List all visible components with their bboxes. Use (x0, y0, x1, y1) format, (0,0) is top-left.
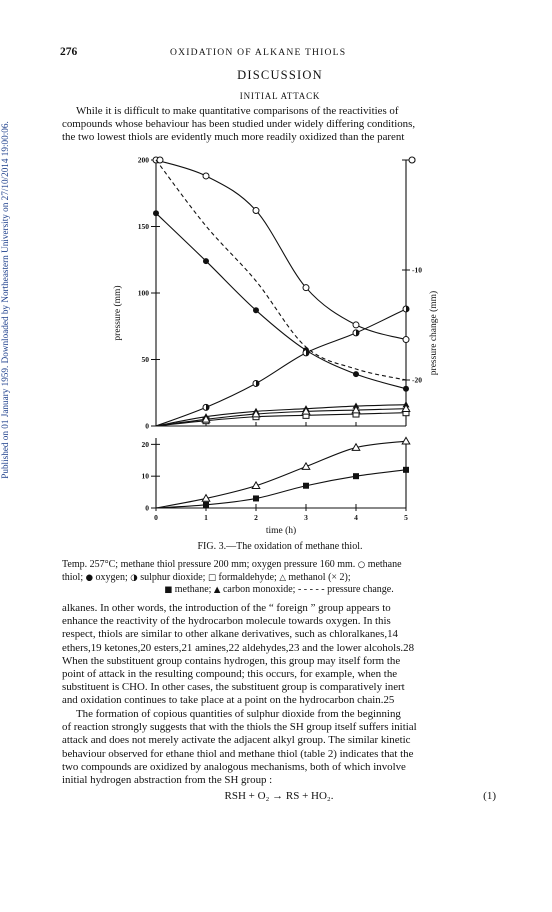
open-triangle-icon: △ (279, 572, 286, 583)
download-watermark: Published on 01 January 1959. Downloaded by Northeastern University on 27/10/2014 19:00:06. (0, 121, 10, 479)
y-tick-label: 0 (145, 503, 149, 513)
bottom-point-1-3 (303, 483, 309, 489)
running-title: OXIDATION OF ALKANE THIOLS (170, 47, 347, 58)
top-series-line-3 (156, 413, 406, 426)
text-line: respect, thiols are similar to other alkane derivatives, such as chloralkanes,14 (62, 628, 398, 641)
x-tick-label: 2 (254, 513, 258, 522)
equation-1 (62, 790, 496, 806)
y-tick-label: 150 (137, 222, 149, 231)
text-line: When the substituent group contains hydrogen, this group may itself form the (62, 654, 401, 667)
figure-legend (62, 559, 496, 597)
filled-square-icon: ■ (164, 585, 173, 595)
figure-3 (60, 148, 500, 538)
open-square-icon: □ (207, 572, 216, 583)
right-axis-zero-marker (409, 157, 415, 163)
y-tick-label: 0 (145, 421, 149, 431)
text-line: two compounds are oxidized by analogous mechanisms, both of which involve (62, 760, 406, 773)
bottom-series-line-1 (156, 470, 406, 508)
legend-line-3: ■ methane; ▲ carbon monoxide; - - - - - pressure change. (164, 584, 394, 595)
bottom-point-1-4 (353, 473, 359, 479)
text-line: While it is difficult to make quantitative comparisons of the reactivities of (76, 105, 399, 117)
top-point-1-0 (153, 210, 159, 216)
text-line: of reaction strongly suggests that with the thiols the SH group itself suffers initial (62, 721, 417, 734)
x-tick-label: 4 (354, 513, 358, 522)
subsection-heading: INITIAL ATTACK (239, 91, 321, 101)
y-tick-label: 50 (141, 355, 149, 364)
half-circle-icon: ◑ (130, 572, 138, 583)
top-point-1-4 (353, 371, 359, 377)
x-tick-label: 3 (304, 513, 308, 522)
y-axis-label: pressure (mm) (113, 285, 123, 341)
text-line: substituent is CHO. In other cases, the substituent group is comparatively inert (62, 681, 405, 694)
equation-formula: RSH + O₂ → RS + HO₂. (224, 790, 334, 802)
open-circle-icon: ○ (357, 560, 366, 570)
top-point-0-3 (303, 285, 309, 291)
body-paragraph-2 (62, 708, 496, 787)
x-tick-label: 0 (154, 513, 158, 522)
top-point-1-1 (203, 258, 209, 264)
y2-tick-label: -20 (412, 375, 422, 385)
top-point-0-5 (403, 337, 409, 343)
x-tick-label: 1 (204, 513, 208, 522)
y-tick-label: 20 (141, 439, 149, 449)
text-line: initial hydrogen abstraction from the SH group : (62, 774, 273, 787)
x-tick-label: 5 (404, 513, 408, 522)
top-point-0-2 (253, 208, 259, 214)
text-line: attack and does not merely activate the adjacent alkyl group. The similar kinetic (62, 734, 411, 747)
y2-axis-label: pressure change (mm) (429, 290, 439, 376)
top-series-line-5 (156, 409, 406, 426)
y2-tick-label: -10 (412, 265, 422, 275)
filled-triangle-icon: ▲ (213, 585, 221, 595)
origin-marker-thiol (157, 157, 163, 163)
x-axis-label: time (h) (265, 526, 297, 536)
text-line: and oxidation continues to take place at a point on the hydrocarbon chain.25 (62, 694, 395, 707)
legend-line-1: Temp. 257°C; methane thiol pressure 200 mm; oxygen pressure 160 mm. ○ methane (62, 559, 402, 570)
y-tick-label: 100 (137, 288, 149, 298)
oxidation-chart (60, 148, 500, 538)
top-series-line-6 (156, 160, 406, 380)
text-line: behaviour observed for ethane thiol and methane thiol (table 2) indicates that the (62, 747, 414, 760)
legend-line-2: thiol; ● oxygen; ◑ sulphur dioxide; □ formaldehyde; △ methanol (× 2); (62, 571, 351, 583)
text-line: the two lowest thiols are evidently much more readily oxidized than the parent (62, 131, 405, 144)
top-point-1-5 (403, 386, 409, 392)
top-series-line-2 (156, 309, 406, 426)
section-heading: DISCUSSION (237, 68, 323, 82)
page-header (60, 46, 500, 62)
top-point-1-2 (253, 307, 259, 313)
bottom-point-1-2 (253, 495, 259, 501)
bottom-point-1-1 (203, 502, 209, 508)
dashed-line-icon: - - - - - (297, 584, 325, 595)
top-series-line-1 (156, 213, 406, 389)
top-point-0-4 (353, 322, 359, 328)
bottom-point-0-5 (402, 437, 410, 444)
intro-paragraph (62, 105, 496, 145)
top-point-0-1 (203, 173, 209, 179)
text-line: The formation of copious quantities of sulphur dioxide from the beginning (76, 708, 401, 720)
equation-number: (1) (483, 790, 496, 802)
text-line: enhance the reactivity of the hydrocarbon molecule towards oxygen. In this (62, 615, 391, 628)
figure-caption: FIG. 3.—The oxidation of methane thiol. (197, 541, 363, 552)
text-line: ethers,19 ketones,20 esters,21 amines,22 aldehydes,23 and the lower alcohols.28 (62, 641, 415, 654)
text-line: point of attack in the resulting compound; this occurs, for example, when the (62, 668, 398, 681)
text-line: alkanes. In other words, the introduction of the “ foreign ” group appears to (62, 602, 391, 614)
page-number: 276 (60, 46, 78, 58)
y-tick-label: 10 (141, 471, 149, 481)
y-tick-label: 200 (137, 155, 149, 165)
bottom-point-1-5 (403, 467, 409, 473)
body-paragraph-1 (62, 602, 496, 708)
text-line: compounds whose behaviour has been studied under widely differing conditions, (62, 118, 416, 131)
filled-circle-icon: ● (85, 572, 94, 583)
